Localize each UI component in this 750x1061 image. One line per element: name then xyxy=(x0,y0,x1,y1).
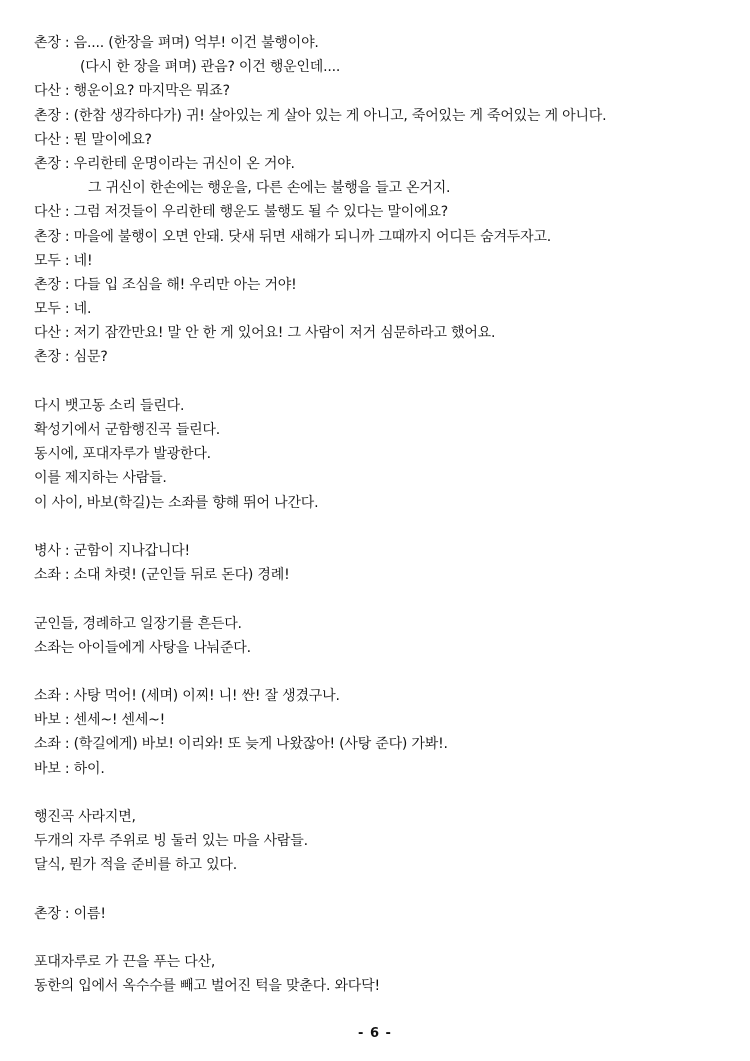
blank-line xyxy=(34,660,724,684)
dialogue-line: 모두 : 네! xyxy=(34,252,93,269)
stage-direction: 달식, 뭔가 적을 준비를 하고 있다. xyxy=(34,857,237,874)
blank-line xyxy=(34,878,724,902)
blank-line xyxy=(34,926,724,950)
dialogue-line: 촌장 : (한참 생각하다가) 귀! 살아있는 게 살아 있는 게 아니고, 죽어있는 게 죽어있는 게 아니다. xyxy=(34,107,607,124)
dialogue-line: 바보 : 하이. xyxy=(34,760,105,777)
stage-direction: 확성기에서 군함행진곡 들린다. xyxy=(34,422,220,438)
dialogue-line: 촌장 : 심문? xyxy=(34,349,108,366)
dialogue-line: 바보 : 센세~! 센세~! xyxy=(34,712,166,729)
dialogue-line: 다산 : 행운이요? 마지막은 뭐죠? xyxy=(34,83,230,100)
dialogue-line: 소좌 : (학길에게) 바보! 이리와! 또 늦게 나왔잖아! (사탕 준다) 가봐!. xyxy=(34,736,448,753)
stage-direction: 이를 제지하는 사람들. xyxy=(34,470,167,487)
dialogue-line: 다산 : 저기 잠깐만요! 말 안 한 게 있어요! 그 사람이 저거 심문하라고 했어요. xyxy=(34,325,496,342)
dialogue-line: 병사 : 군함이 지나갑니다! xyxy=(34,542,190,559)
blank-line xyxy=(34,587,724,611)
stage-direction: 이 사이, 바보(학길)는 소좌를 향해 뛰어 나간다. xyxy=(34,494,319,511)
dialogue-line: 촌장 : 마을에 불행이 오면 안돼. 닷새 뒤면 새해가 되니까 그때까지 어디든 숨겨두자고. xyxy=(34,228,552,245)
dialogue-line: 촌장 : 음.... (한장을 펴며) 억부! 이건 불행이야. xyxy=(34,35,319,51)
stage-direction: 소좌는 아이들에게 사탕을 나눠준다. xyxy=(34,639,251,656)
blank-line xyxy=(34,370,724,394)
blank-line xyxy=(34,515,724,539)
script-page xyxy=(34,31,724,999)
stage-direction: 군인들, 경례하고 일장기를 흔든다. xyxy=(34,615,242,632)
dialogue-line: 촌장 : 다들 입 조심을 해! 우리만 아는 거야! xyxy=(34,276,297,293)
stage-direction: 동시에, 포대자루가 발광한다. xyxy=(34,446,211,463)
dialogue-line: 다산 : 뭔 말이에요? xyxy=(34,131,152,148)
dialogue-line: 촌장 : 이름! xyxy=(34,905,106,922)
stage-direction: 두개의 자루 주위로 빙 둘러 있는 마을 사람들. xyxy=(34,833,308,850)
stage-direction: 동한의 입에서 옥수수를 빼고 벌어진 턱을 맞춘다. 와다닥! xyxy=(34,978,380,995)
dialogue-line: 모두 : 네. xyxy=(34,301,92,318)
dialogue-line: 다산 : 그럼 저것들이 우리한테 행운도 불행도 될 수 있다는 말이에요? xyxy=(34,204,448,221)
page-number: - 6 - xyxy=(358,1026,392,1041)
dialogue-continuation: (다시 한 장을 펴며) 관음? 이건 행운인데.... xyxy=(80,59,341,76)
dialogue-line: 소좌 : 소대 차렷! (군인들 뒤로 돈다) 경례! xyxy=(34,567,290,584)
stage-direction: 포대자루로 가 끈을 푸는 다산, xyxy=(34,954,216,971)
dialogue-continuation: 그 귀신이 한손에는 행운을, 다른 손에는 불행을 들고 온거지. xyxy=(88,180,451,197)
dialogue-line: 소좌 : 사탕 먹어! (세며) 이찌! 니! 싼! 잘 생겼구나. xyxy=(34,688,340,705)
dialogue-line: 촌장 : 우리한테 운명이라는 귀신이 온 거야. xyxy=(34,155,295,172)
stage-direction: 행진곡 사라지면, xyxy=(34,809,136,825)
stage-direction: 다시 뱃고동 소리 들린다. xyxy=(34,397,185,414)
blank-line xyxy=(34,781,724,805)
